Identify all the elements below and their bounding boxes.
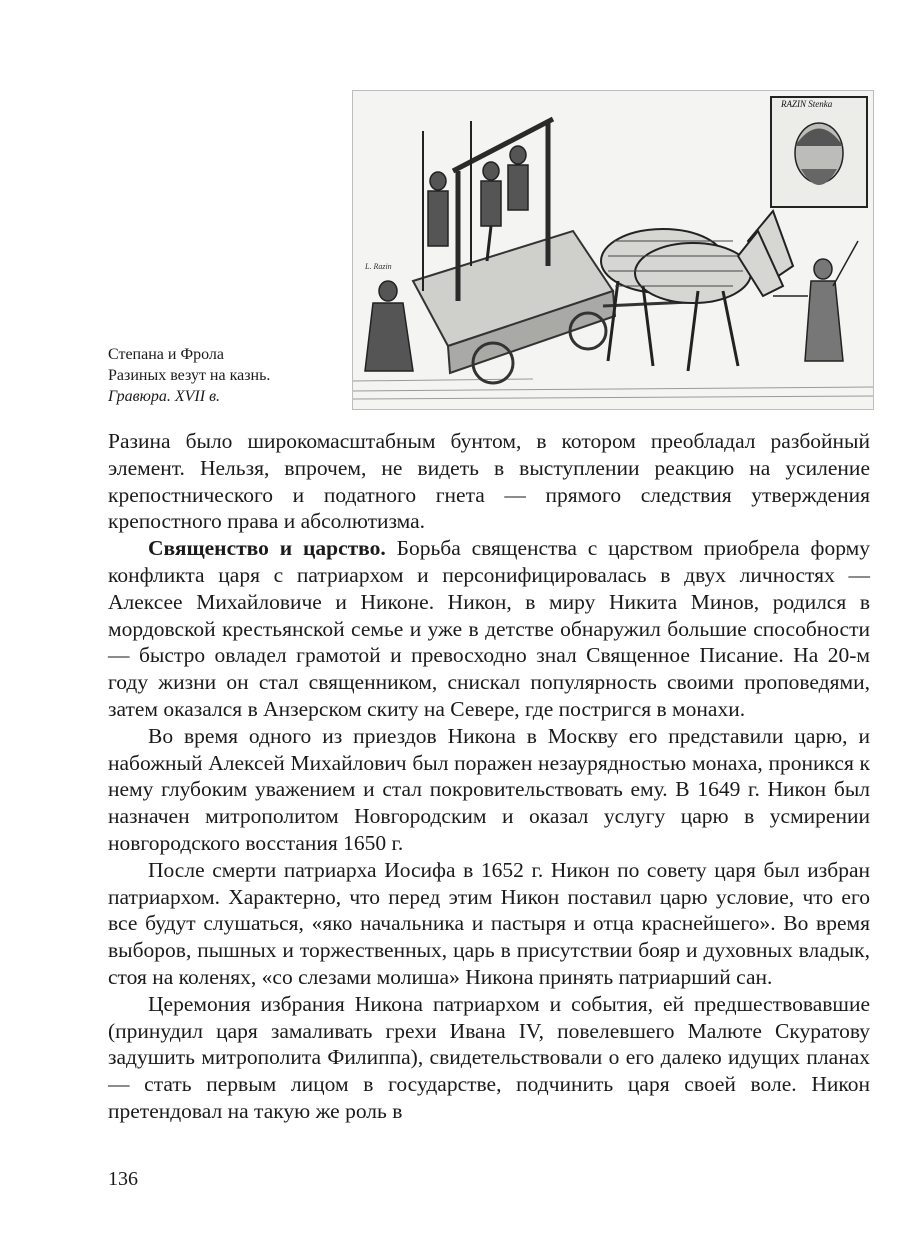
paragraph — [108, 857, 870, 991]
paragraph — [108, 428, 870, 535]
paragraph-text: Разина было широкомасштабным бунтом, в котором преобладал разбойный элемент. Нельзя, впрочем, не видеть в выступлении реакцию на усиление крепостнического и податного гнета — прямого следствия утверждения крепостного права и абсолютизма. — [108, 429, 870, 534]
corner-label: L. Razin — [365, 262, 392, 271]
horses — [601, 211, 793, 371]
paragraph — [108, 991, 870, 1125]
paragraph — [108, 535, 870, 723]
page-number: 136 — [108, 1168, 138, 1190]
caption-line: Разиных везут на казнь. — [108, 367, 271, 384]
paragraph-text: Церемония избрания Никона патриархом и события, ей предшествовавшие (принудил царя замаливать грехи Ивана IV, повелевшего Малюте Скуратову задушить митрополита Филиппа), свидетельствовали о его далеко идущих планах — стать первым лицом в государстве, подчинить царя своей воле. Никон претендовал на такую же роль в — [108, 991, 870, 1123]
section-heading: Священство и царство. — [148, 536, 386, 561]
paragraph-text: После смерти патриарха Иосифа в 1652 г. Никон по совету царя был избран патриархом. Характерно, что перед этим Никон поставил царю условие, что его все будут слушаться, «яко начальника и пастыря и отца краснейшего». Во время выборов, пышных и торжественных, царь в присутствии бояр и духовных владык, стоя на коленях, «со слезами молиша» Никона принять патриарший сан. — [108, 857, 870, 989]
portrait-inset — [771, 97, 867, 207]
caption-line: Степана и Фрола — [108, 346, 224, 363]
body-text — [108, 428, 870, 1125]
engraving-illustration — [352, 90, 874, 410]
paragraph — [108, 723, 870, 857]
paragraph-text: Борьба священства с царством приобрела форму конфликта царя с патриархом и персонифицировалась в двух личностях — Алексее Михайловиче и Никоне. Никон, в миру Никита Минов, родился в мордовской крестьянской семье и уже в детстве обнаружил большие способности — быстро овладел грамотой и превосходно знал Священное Писание. На 20-м году жизни он стал священником, снискал популярность своими проповедями, затем оказался в Анзерском скиту на Севере, где постригся в монахи. — [108, 536, 871, 721]
paragraph-text: Во время одного из приездов Никона в Москву его представили царю, и набожный Алексей Михайлович был поражен незаурядностью монаха, проникся к нему глубоким уважением и стал покровительствовать ему. В 1649 г. Никон был назначен митрополитом Новгородским и оказал услугу царю в усмирении новгородского восстания 1650 г. — [108, 723, 870, 855]
caption-source: Гравюра. XVII в. — [108, 388, 221, 405]
engraving-drawing — [353, 91, 873, 409]
portrait-label: RAZIN Stenka — [781, 99, 833, 109]
figure-caption — [108, 344, 348, 407]
